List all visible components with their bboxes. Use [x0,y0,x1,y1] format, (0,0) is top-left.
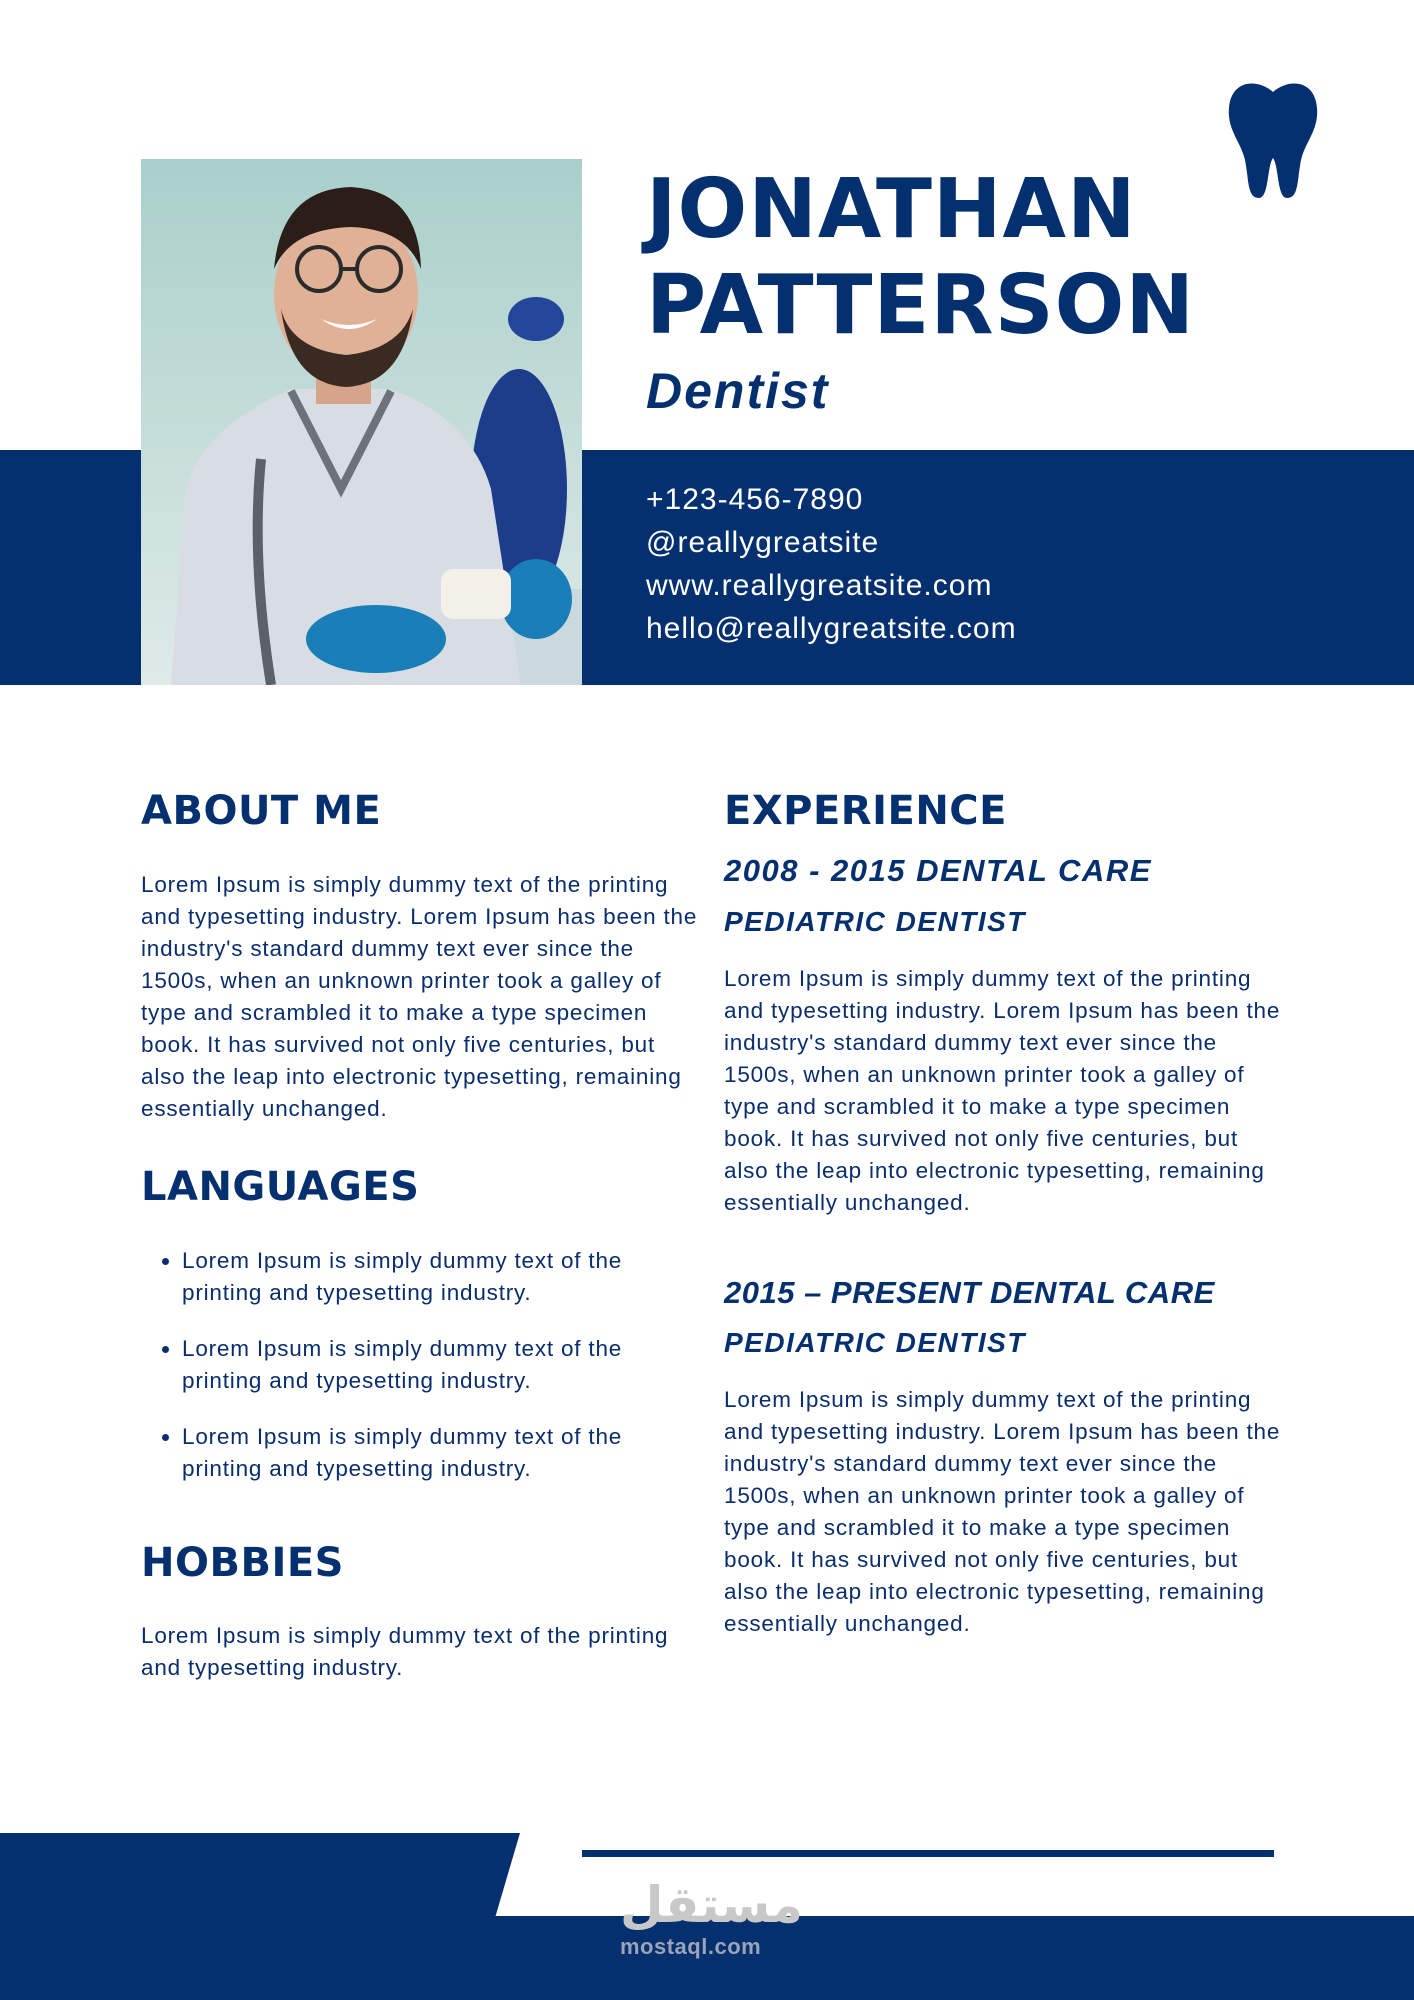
tooth-icon [1227,80,1319,202]
website-link[interactable]: www.reallygreatsite.com [646,569,993,602]
language-item: • Lorem Ipsum is simply dummy text of the printing and typesetting industry. [182,1421,662,1485]
email-link[interactable]: hello@reallygreatsite.com [646,612,1017,645]
job-role: Dentist [646,363,830,419]
about-heading: ABOUT ME [141,788,382,834]
watermark-latin: mostaql.com [620,1934,762,1959]
contact-list [646,478,1017,650]
watermark-arabic: مستقل [620,1876,803,1934]
languages-heading: LANGUAGES [141,1164,420,1210]
name-line-2: PATTERSON [646,258,1195,353]
job-period-1: 2008 - 2015 DENTAL CARE [724,853,1152,888]
experience-heading: EXPERIENCE [724,788,1007,834]
job-position-1: PEDIATRIC DENTIST [724,906,1026,937]
social-handle: @reallygreatsite [646,526,880,559]
hobbies-text: Lorem Ipsum is simply dummy text of the printing and typesetting industry. [141,1623,669,1680]
job-position-2: PEDIATRIC DENTIST [724,1327,1026,1358]
language-item: • Lorem Ipsum is simply dummy text of the printing and typesetting industry. [182,1333,662,1397]
phone-number: +123-456-7890 [646,483,864,516]
name-line-1: JONATHAN [646,162,1137,257]
job-period-2: 2015 – PRESENT DENTAL CARE [724,1275,1215,1310]
languages-list [160,1245,662,1509]
about-text: Lorem Ipsum is simply dummy text of the printing and typesetting industry. Lorem Ipsum has been the industry's standard dummy text ever since the 1500s, when an unknown printer took a galley of type and scrambled it to make a type specimen book. It has survived not only five centuries, but also the leap into electronic typesetting, remaining essentially unchanged. [141,872,698,1121]
job-text-1: Lorem Ipsum is simply dummy text of the printing and typesetting industry. Lorem Ipsum has been the industry's standard dummy text ever since the 1500s, when an unknown printer took a galley of type and scrambled it to make a type specimen book. It has survived not only five centuries, but also the leap into electronic typesetting, remaining essentially unchanged. [724,966,1281,1215]
footer-rule [582,1850,1274,1857]
language-item: • Lorem Ipsum is simply dummy text of the printing and typesetting industry. [182,1245,662,1309]
job-text-2: Lorem Ipsum is simply dummy text of the printing and typesetting industry. Lorem Ipsum has been the industry's standard dummy text ever since the 1500s, when an unknown printer took a galley of type and scrambled it to make a type specimen book. It has survived not only five centuries, but also the leap into electronic typesetting, remaining essentially unchanged. [724,1387,1281,1636]
profile-photo [141,159,582,685]
hobbies-heading: HOBBIES [141,1540,344,1586]
person-name [646,162,1195,354]
footer-shape-left [0,1833,520,1918]
